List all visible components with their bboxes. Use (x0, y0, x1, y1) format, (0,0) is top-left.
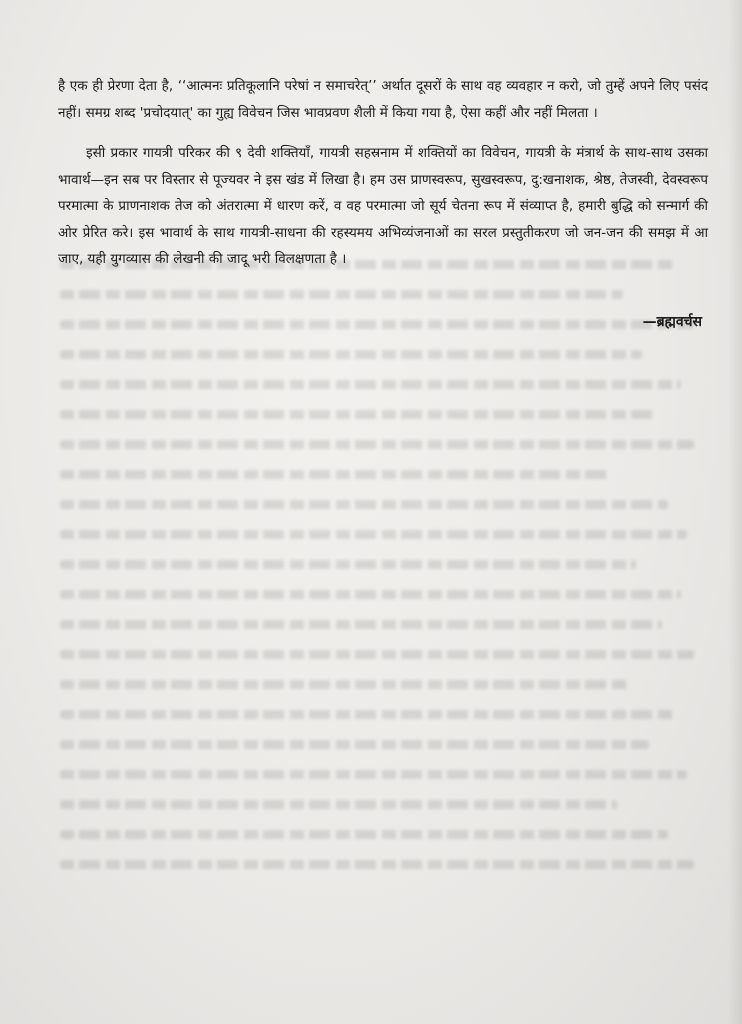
paragraph-2: इसी प्रकार गायत्री परिकर की ९ देवी शक्तियाँ, गायत्री सहस्रनाम में शक्तियों का विवेचन, गायत्री के मंत्रार्थ के साथ-साथ उसका भावार्थ—इन सब पर विस्तार से पूज्यवर ने इस खंड में लिखा है। हम उस प्राणस्वरूप, सुखस्वरूप, दु:खनाशक, श्रेष्ठ, तेजस्वी, देवस्वरूप परमात्मा के प्राणनाशक तेज को अंतरात्मा में धारण करें, व वह परमात्मा जो सूर्य चेतना रूप में संव्याप्त है, हमारी बुद्धि को सन्मार्ग की ओर प्रेरित करे। इस भावार्थ के साथ गायत्री-साधना की रहस्यमय अभिव्यंजनाओं का सरल प्रस्तुतीकरण जो जन-जन की समझ में आ जाए, यही युगव्यास की लेखनी की जादू भरी विलक्षणता है । (58, 145, 708, 267)
show-through-text (60, 260, 700, 920)
author-signature: —ब्रह्मवर्चस (642, 314, 702, 330)
page-edge-shadow (728, 0, 742, 1024)
page-body (58, 73, 708, 287)
paragraph-1: है एक ही प्रेरणा देता है, ‘‘आत्मनः प्रतिकूलानि परेषां न समाचरेत्’’ अर्थात दूसरों के साथ वह व्यवहार न करो, जो तुम्हें अपने लिए पसंद नहीं। समग्र शब्द 'प्रचोदयात्' का गुह्य विवेचन जिस भावप्रवण शैली में किया गया है, ऐसा कहीं और नहीं मिलता । (58, 78, 708, 121)
